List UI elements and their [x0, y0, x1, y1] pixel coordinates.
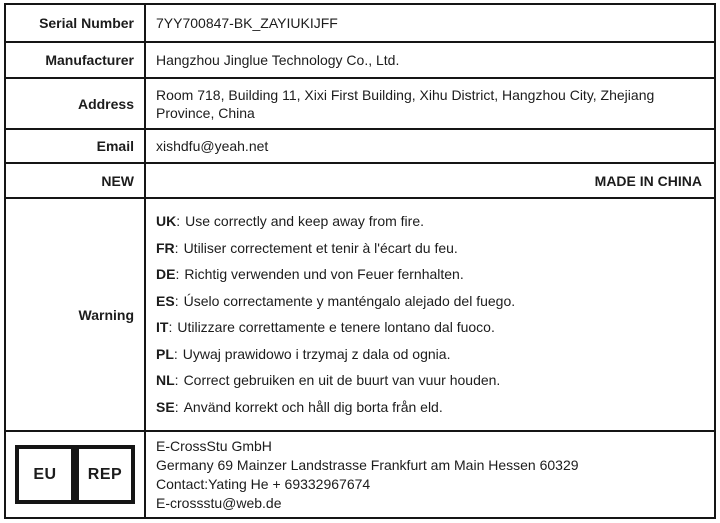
warning-line-it [156, 319, 702, 336]
row-label-manufacturer: Manufacturer [6, 43, 146, 77]
warning-separator: : [174, 239, 179, 256]
row-value-manufacturer: Hangzhou Jinglue Technology Co., Ltd. [156, 52, 400, 68]
warning-line-fr [156, 240, 702, 257]
table-row [6, 130, 714, 164]
table-row [6, 164, 714, 199]
warning-line-es [156, 293, 702, 310]
eu-rep-info [146, 432, 714, 517]
warning-lang: PL [156, 345, 174, 362]
warning-lang: UK [156, 213, 177, 230]
warning-separator: : [174, 292, 179, 309]
warning-line-de [156, 266, 702, 283]
warning-text: Använd korrekt och håll dig borta från eld. [183, 398, 443, 415]
eu-rep-company: E-CrossStu GmbH [156, 437, 272, 454]
eu-rep-email: E-crossstu@web.de [156, 494, 282, 511]
row-value-serial-number: 7YY700847-BK_ZAYIUKIJFF [156, 15, 338, 31]
warning-line-nl [156, 372, 702, 389]
eu-rep-symbol [15, 445, 135, 504]
row-value-email: xishdfu@yeah.net [156, 138, 269, 154]
rep-box: REP [75, 445, 135, 504]
warning-text: Úselo correctamente y manténgalo alejado del fuego. [183, 292, 516, 309]
row-value-made-in-china: MADE IN CHINA [594, 172, 702, 189]
warning-text: Richtig verwenden und von Feuer fernhalten. [184, 266, 464, 283]
warning-lang: ES [156, 292, 175, 309]
row-label-new: NEW [6, 164, 146, 197]
warning-line-uk [156, 213, 702, 230]
warning-separator: : [174, 372, 179, 389]
warning-list [146, 199, 714, 430]
warning-separator: : [175, 266, 180, 283]
warning-separator: : [173, 345, 178, 362]
row-label-address: Address [6, 79, 146, 128]
warning-text: Use correctly and keep away from fire. [185, 213, 424, 230]
table-row [6, 43, 714, 79]
product-label-table [4, 3, 716, 519]
warning-line-pl [156, 346, 702, 363]
warning-text: Correct gebruiken en uit de buurt van vuur houden. [183, 372, 501, 389]
row-label-warning: Warning [6, 199, 146, 430]
warning-lang: NL [156, 372, 175, 389]
row-value-address: Room 718, Building 11, Xixi First Building, Xihu District, Hangzhou City, Zhejiang Province, China [156, 86, 655, 121]
warning-lang: IT [156, 319, 169, 336]
eu-rep-contact: Contact:Yating He + 69332967674 [156, 475, 371, 492]
table-row [6, 5, 714, 43]
eu-box: EU [15, 445, 75, 504]
warning-text: Utilizzare correttamente e tenere lontano dal fuoco. [177, 319, 495, 336]
eu-rep-address: Germany 69 Mainzer Landstrasse Frankfurt am Main Hessen 60329 [156, 456, 579, 473]
warning-lang: SE [156, 398, 175, 415]
table-row-warning [6, 199, 714, 432]
warning-separator: : [168, 319, 173, 336]
table-row-eu-rep [6, 432, 714, 517]
warning-separator: : [176, 213, 181, 230]
table-row [6, 79, 714, 130]
eu-rep-symbol-cell [6, 432, 146, 517]
warning-text: Utiliser correctement et tenir à l'écart du feu. [183, 239, 458, 256]
warning-lang: DE [156, 266, 176, 283]
warning-lang: FR [156, 239, 175, 256]
warning-line-se [156, 399, 702, 416]
row-label-email: Email [6, 130, 146, 162]
row-label-serial-number: Serial Number [6, 5, 146, 41]
warning-separator: : [174, 398, 179, 415]
warning-text: Uywaj prawidowo i trzymaj z dala od ognia. [182, 345, 451, 362]
